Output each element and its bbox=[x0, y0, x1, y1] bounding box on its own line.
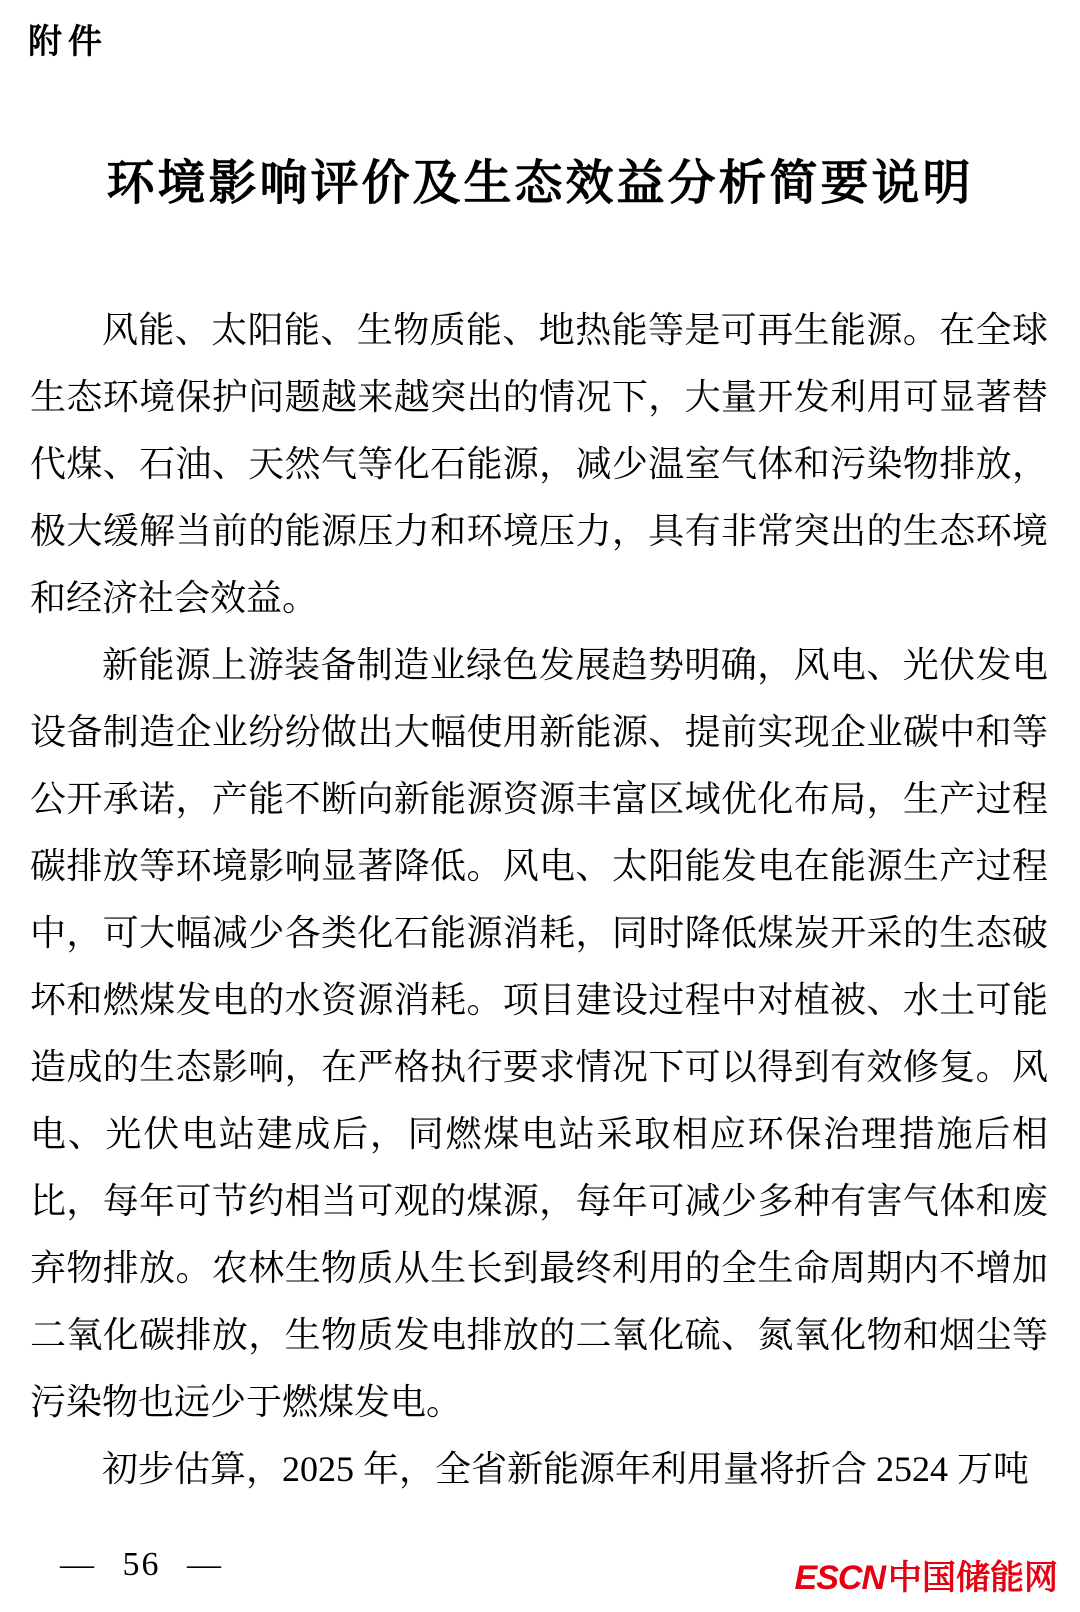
escn-logo bbox=[795, 1550, 1058, 1599]
attachment-label: 附件 bbox=[28, 23, 108, 61]
document-body bbox=[30, 297, 1048, 1503]
body-paragraph: 新能源上游装备制造业绿色发展趋势明确，风电、光伏发电设备制造企业纷纷做出大幅使用新能源、提前实现企业碳中和等公开承诺，产能不断向新能源资源丰富区域优化布局，生产过程碳排放等环境影响显著降低。风电、太阳能发电在能源生产过程中，可大幅减少各类化石能源消耗，同时降低煤炭开采的生态破坏和燃煤发电的水资源消耗。项目建设过程中对植被、水土可能造成的生态影响，在严格执行要求情况下可以得到有效修复。风电、光伏电站建成后，同燃煤电站采取相应环保治理措施后相比，每年可节约相当可观的煤源，每年可减少多种有害气体和废弃物排放。农林生物质从生长到最终利用的全生命周期内不增加二氧化碳排放，生物质发电排放的二氧化硫、氮氧化物和烟尘等污染物也远少于燃煤发电。 bbox=[30, 645, 1048, 1422]
page-title: 环境影响评价及生态效益分析简要说明 bbox=[106, 157, 974, 210]
body-paragraph: 风能、太阳能、生物质能、地热能等是可再生能源。在全球生态环境保护问题越来越突出的情况下，大量开发利用可显著替代煤、石油、天然气等化石能源，减少温室气体和污染物排放，极大缓解当前的能源压力和环境压力，具有非常突出的生态环境和经济社会效益。 bbox=[30, 310, 1048, 618]
page-number: — 56 — bbox=[60, 1546, 223, 1583]
body-paragraph: 初步估算，2025 年，全省新能源年利用量将折合 2524 万吨 bbox=[102, 1449, 1030, 1489]
logo-latin-text: ESCN bbox=[794, 1559, 885, 1597]
logo-chinese-text: 中国储能网 bbox=[888, 1559, 1058, 1597]
